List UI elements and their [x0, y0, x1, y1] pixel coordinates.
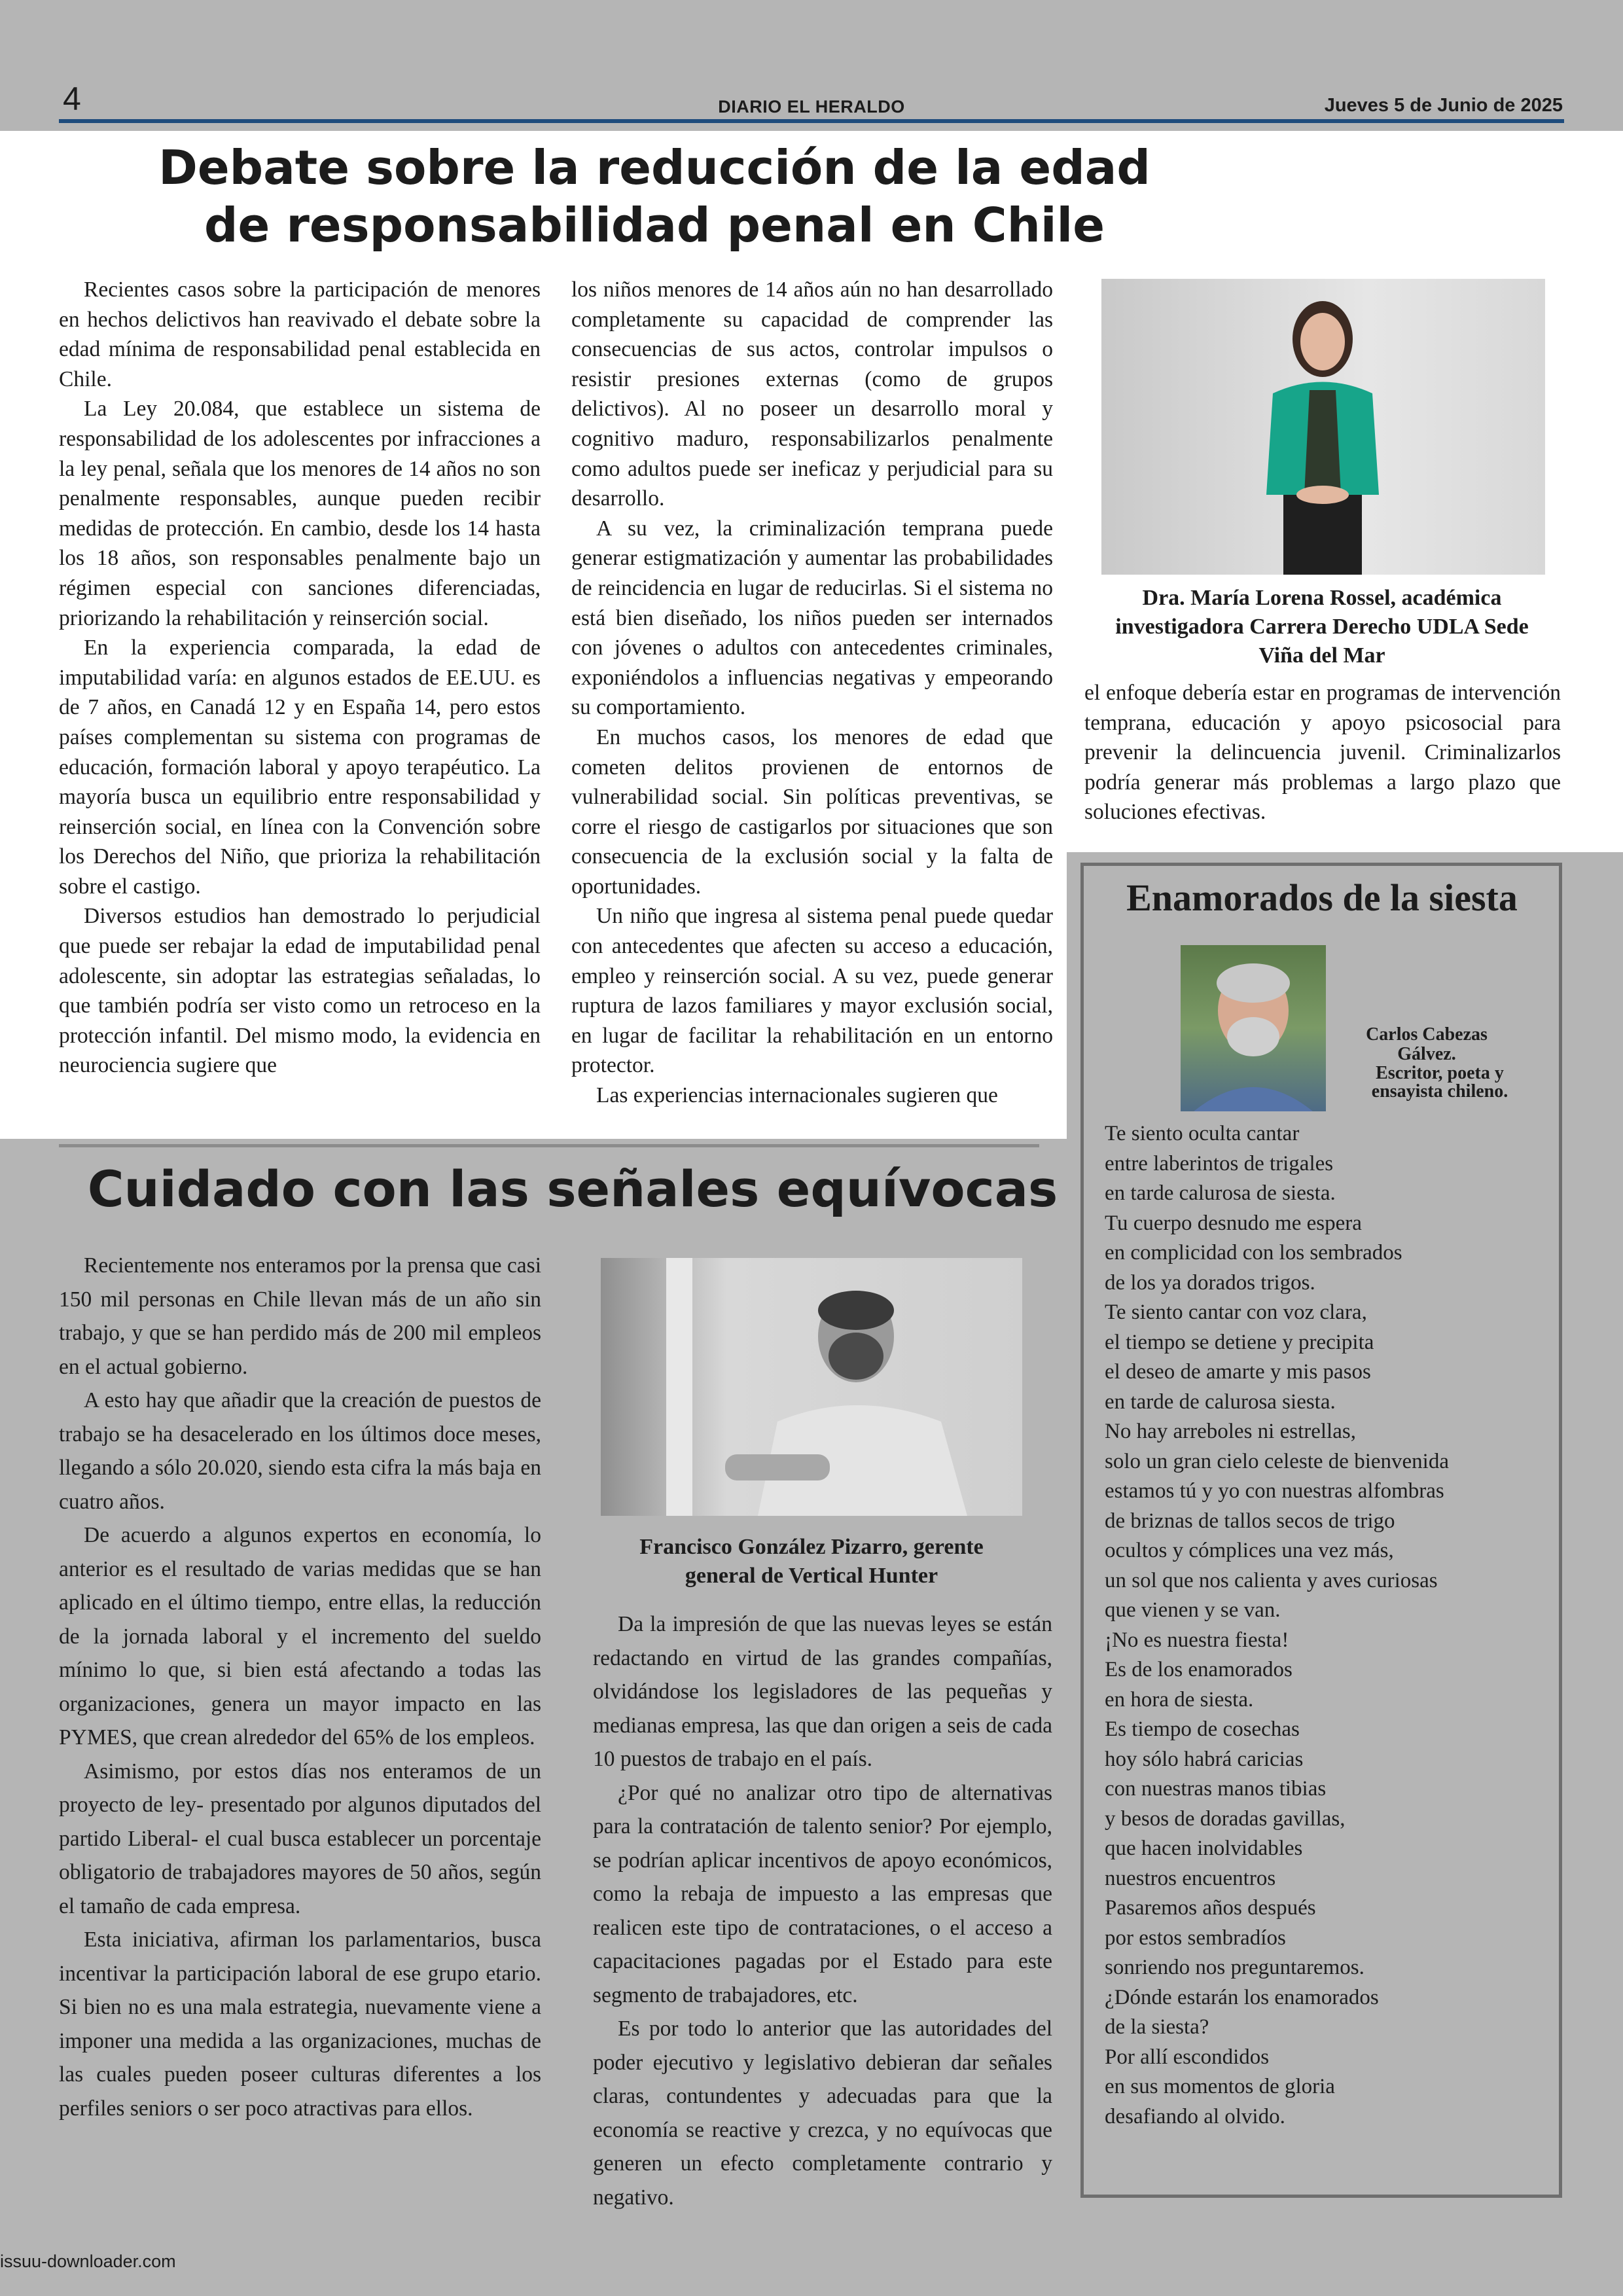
- article2-title: Cuidado con las señales equívocas: [87, 1160, 1058, 1218]
- newspaper-name: DIARIO EL HERALDO: [718, 97, 905, 117]
- paragraph: Es por todo lo anterior que las autoridades del poder ejecutivo y legislativo debieran dar señales claras, contundentes y adecuadas para que la economía se reactive y crezca, y no equívocas que generen un efecto completamente contrario y negativo.: [593, 2017, 1052, 2210]
- poem-line: estamos tú y yo con nuestras alfombras: [1105, 1479, 1444, 1503]
- poem-line: Te siento oculta cantar: [1105, 1122, 1300, 1145]
- poem-line: ¡No es nuestra fiesta!: [1105, 1628, 1289, 1652]
- portrait-author-illustration: [1181, 945, 1326, 1111]
- author-description: [1348, 1064, 1531, 1101]
- paragraph: Recientemente nos enteramos por la prensa que casi 150 mil personas en Chile llevan más de un año sin trabajo, y que se han perdido más de 200 mil empleos en el actual gobierno.: [59, 1253, 541, 1379]
- poem-line: No hay arreboles ni estrellas,: [1105, 1420, 1356, 1443]
- portrait-woman-illustration: [1101, 279, 1545, 575]
- poem-line: de la siesta?: [1105, 2015, 1209, 2039]
- page-number: 4: [63, 81, 81, 117]
- paragraph: En la experiencia comparada, la edad de imputabilidad varía: en algunos estados de EE.UU. es de 7 años, en Canadá 12 y en España 14, pero estos países complementan su sistema con programas de educación, formación laboral y apoyo terapéutico. La mayoría busca un equilibrio entre responsabilidad y reinserción social, en línea con la Convención sobre los Derechos del Niño, que prioriza la rehabilitación sobre el castigo.: [59, 636, 541, 899]
- paragraph: Esta iniciativa, afirman los parlamentarios, busca incentivar la participación laboral de ese grupo etario. Si bien no es una mala estrategia, nuevamente viene a imponer una medida a las organizaciones, muchas de las cuales pueden poseer culturas diferentes a los perfiles seniors o ser poco atractivas para ellos.: [59, 1928, 541, 2121]
- article1-photo: [1101, 279, 1545, 575]
- article1-title-line1: Debate sobre la reducción de la edad: [158, 140, 1150, 195]
- author-photo: [1181, 945, 1326, 1111]
- poem-line: solo un gran cielo celeste de bienvenida: [1105, 1449, 1449, 1473]
- author-credit: [1348, 1025, 1505, 1064]
- poem-line: en tarde de calurosa siesta.: [1105, 1390, 1336, 1414]
- poem-line: sonriendo nos preguntaremos.: [1105, 1956, 1364, 1979]
- poem-line: el tiempo se detiene y precipita: [1105, 1330, 1374, 1354]
- poem-line: nuestros encuentros: [1105, 1866, 1276, 1890]
- caption-line: general de Vertical Hunter: [685, 1564, 938, 1588]
- article2-column2: [593, 1607, 1052, 2214]
- poem-line: con nuestras manos tibias: [1105, 1777, 1327, 1801]
- poem-line: Es de los enamorados: [1105, 1658, 1293, 1681]
- section-divider: [59, 1144, 1039, 1147]
- poem-line: que vienen y se van.: [1105, 1598, 1281, 1622]
- paragraph: Las experiencias internacionales sugieren que: [596, 1083, 998, 1108]
- poem-line: Pasaremos años después: [1105, 1896, 1316, 1920]
- caption-line: Francisco González Pizarro, gerente: [639, 1535, 984, 1559]
- poem-line: ¿Dónde estarán los enamorados: [1105, 1985, 1379, 2009]
- poem-line: desafiando al olvido.: [1105, 2104, 1285, 2128]
- poem-line: por estos sembradíos: [1105, 1926, 1286, 1950]
- article1-column2: [571, 275, 1053, 1111]
- paragraph: A su vez, la criminalización temprana puede generar estigmatización y aumentar las probabilidades de reincidencia en lugar de reducirlas. Si el sistema no está bien diseñado, los niños pueden ser internados con jóvenes o adultos con antecedentes criminales, exponiéndolos a influencias negativas y empeorando su comportamiento.: [571, 516, 1053, 720]
- poem-line: que hacen inolvidables: [1105, 1837, 1303, 1860]
- caption-line: Dra. María Lorena Rossel, académica: [1142, 586, 1502, 610]
- poem-line: un sol que nos calienta y aves curiosas: [1105, 1568, 1438, 1592]
- poem-line: en sus momentos de gloria: [1105, 2075, 1335, 2098]
- poem-line: Tu cuerpo desnudo me espera: [1105, 1211, 1362, 1235]
- poem-line: en hora de siesta.: [1105, 1687, 1254, 1712]
- issue-date: Jueves 5 de Junio de 2025: [1324, 95, 1563, 116]
- article2-column1: [59, 1249, 541, 2125]
- paragraph: el enfoque debería estar en programas de intervención temprana, educación y apoyo psicosocial para prevenir la delincuencia juvenil. Criminalizarlos podría generar más problemas a largo plazo que soluciones efectivas.: [1084, 681, 1561, 825]
- paragraph: Da la impresión de que las nuevas leyes se están redactando en virtud de las grandes compañías, olvidándose los legisladores de las pequeñas y medianas empresa, las que dan origen a seis de cada 10 puestos de trabajo en el país.: [593, 1612, 1052, 1771]
- caption-line: investigadora Carrera Derecho UDLA Sede: [1115, 615, 1529, 639]
- author-line: ensayista chileno.: [1371, 1081, 1508, 1102]
- paragraph: De acuerdo a algunos expertos en economía, lo anterior es el resultado de varias medidas que se han aplicado en el último tiempo, entre ellas, la reducción de la jornada laboral y el incremento del sueldo mínimo lo que, si bien está afectando a todas las organizaciones, genera un mayor impacto en las PYMES, que crean alrededor del 65% de los empleos.: [59, 1523, 541, 1749]
- poem-line: Te siento cantar con voz clara,: [1105, 1300, 1367, 1324]
- paragraph: ¿Por qué no analizar otro tipo de alternativas para la contratación de talento senior? Por ejemplo, se podrían aplicar incentivos de apoyo económicos, como la rebaja de impuesto a las empresas que realicen este tipo de contrataciones, o el acceso a capacitaciones pagadas por el Estado para este segmento de trabajadores, etc.: [593, 1780, 1052, 2007]
- paragraph: Un niño que ingresa al sistema penal puede quedar con antecedentes que afecten su acceso a educación, empleo y reinserción social. A su vez, puede generar ruptura de lazos familiares y mayor exclusión social, en lugar de facilitar la rehabilitación en un entorno protector.: [571, 904, 1053, 1078]
- article2-photo-caption: [589, 1533, 1034, 1590]
- article1-column3: [1084, 678, 1561, 827]
- poem-line: el deseo de amarte y mis pasos: [1105, 1360, 1371, 1384]
- poem-line: en tarde calurosa de siesta.: [1105, 1181, 1336, 1205]
- poem-line: Por allí escondidos: [1105, 2045, 1270, 2069]
- paragraph: En muchos casos, los menores de edad que cometen delitos provienen de entornos de vulnerabilidad social. Sin políticas preventivas, se corre el riesgo de castigarlos por situaciones que son consecuencia de la exclusión social y la falta de oportunidades.: [571, 725, 1053, 899]
- paragraph: Diversos estudios han demostrado lo perjudicial que puede ser rebajar la edad de imputabilidad penal adolescente, sin adoptar las estrategias señaladas, lo que también podría ser visto como un retroceso en la protección infantil. Del mismo modo, la evidencia en neurociencia sugiere que: [59, 904, 541, 1078]
- article2-photo: [601, 1258, 1022, 1516]
- paragraph: Recientes casos sobre la participación de menores en hechos delictivos han reavivado el debate sobre la edad mínima de responsabilidad penal establecida en Chile.: [59, 278, 541, 391]
- poem-line: ocultos y cómplices una vez más,: [1105, 1539, 1394, 1562]
- author-line: Gálvez.: [1397, 1044, 1456, 1064]
- poem-text: [1105, 1119, 1449, 2132]
- paragraph: La Ley 20.084, que establece un sistema de responsabilidad de los adolescentes por infracciones a la ley penal, señala que los menores de 14 años no son penalmente responsables, aunque pueden recibir medidas de protección. En cambio, desde los 14 hasta los 18 años, son responsables penalmente bajo un régimen especial con sanciones diferenciadas, priorizando la rehabilitación y reinserción social.: [59, 397, 541, 630]
- paragraph: Asimismo, por estos días nos enteramos de un proyecto de ley- presentado por algunos diputados del partido Liberal- el cual busca establecer un porcentaje obligatorio de trabajadores mayores de 50 años, según el tamaño de cada empresa.: [59, 1759, 541, 1918]
- portrait-man-illustration: [601, 1258, 1022, 1516]
- article1-title: [131, 139, 1178, 254]
- watermark: issuu-downloader.com: [0, 2251, 176, 2271]
- caption-line: Viña del Mar: [1258, 643, 1385, 668]
- poem-line: Es tiempo de cosechas: [1105, 1717, 1300, 1741]
- header-rule: [59, 119, 1564, 123]
- article1-title-line2: de responsabilidad penal en Chile: [204, 198, 1105, 253]
- author-line: Escritor, poeta y: [1376, 1063, 1504, 1083]
- poem-line: y besos de doradas gavillas,: [1105, 1806, 1346, 1831]
- poem-line: entre laberintos de trigales: [1105, 1151, 1334, 1175]
- article1-photo-caption: [1086, 584, 1558, 670]
- paragraph: los niños menores de 14 años aún no han desarrollado completamente su capacidad de comprender las consecuencias de sus actos, controlar impulsos o resistir presiones externas (como de grupos delictivos). Al no poseer un desarrollo moral y cognitivo maduro, responsabilizarlos penalmente como adultos puede ser ineficaz y perjudicial para su desarrollo.: [571, 278, 1053, 511]
- author-line: Carlos Cabezas: [1366, 1024, 1488, 1045]
- poem-line: hoy sólo habrá caricias: [1105, 1747, 1304, 1771]
- poem-line: de briznas de tallos secos de trigo: [1105, 1509, 1395, 1533]
- poem-title: Enamorados de la siesta: [1126, 876, 1518, 919]
- poem-line: en complicidad con los sembrados: [1105, 1241, 1402, 1265]
- article1-column1: [59, 275, 541, 1081]
- paragraph: A esto hay que añadir que la creación de puestos de trabajo se ha desacelerado en los últimos doce meses, llegando a sólo 20.020, siendo esta cifra la más baja en cuatro años.: [59, 1388, 541, 1514]
- poem-line: de los ya dorados trigos.: [1105, 1270, 1315, 1295]
